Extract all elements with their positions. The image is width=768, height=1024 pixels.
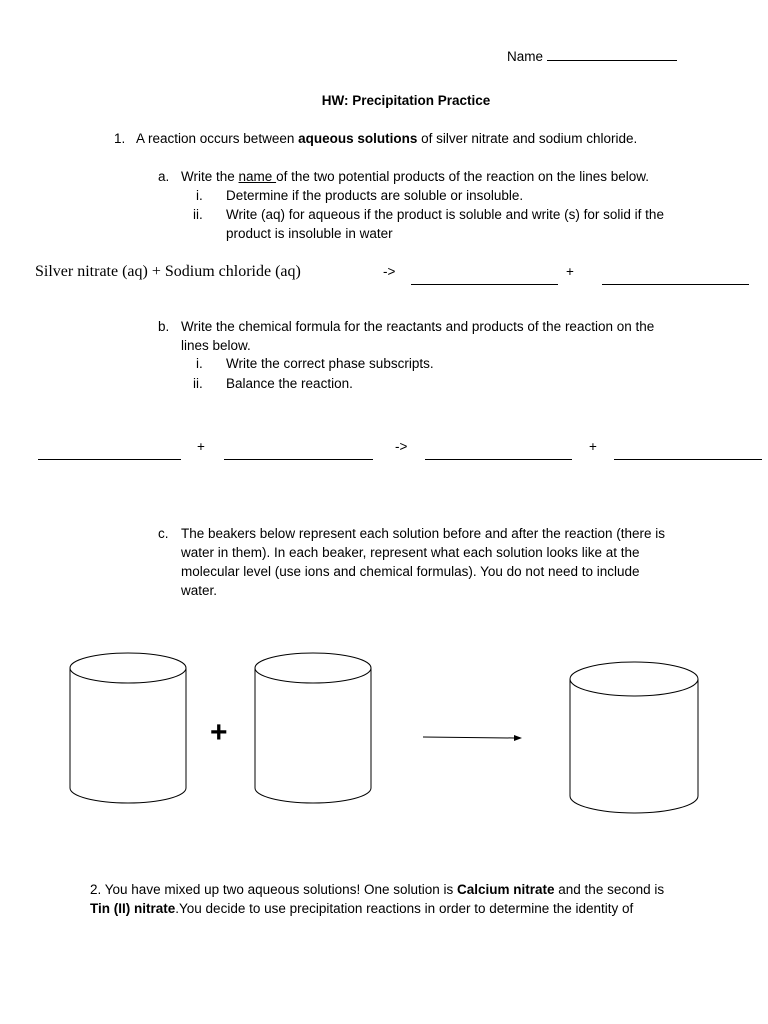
- q2-line-2: [90, 901, 633, 916]
- q1a-ii-text: Write (aq) for aqueous if the product is soluble and write (s) for solid if the: [226, 207, 664, 222]
- q1a-marker: a.: [158, 169, 170, 184]
- equation1-arrow: ->: [383, 264, 396, 279]
- equation2-blank-1[interactable]: [38, 459, 181, 460]
- q1c-line-3: molecular level (use ions and chemical formulas). You do not need to include: [181, 564, 640, 579]
- equation2-plus-1: +: [197, 439, 205, 454]
- q1-text-b: of silver nitrate and sodium chloride.: [417, 131, 638, 146]
- equation1-plus: +: [566, 264, 574, 279]
- equation2-blank-4[interactable]: [614, 459, 762, 460]
- q1a-text-b: of the two potential products of the reaction on the lines below.: [276, 169, 650, 184]
- q1b-line2: lines below.: [181, 338, 251, 353]
- q1b-marker: b.: [158, 319, 170, 334]
- name-label: Name: [507, 49, 544, 64]
- q1c-line-1: The beakers below represent each solution before and after the reaction (there is: [181, 526, 666, 541]
- equation1-blank-1[interactable]: [411, 284, 558, 285]
- q2-text-a: 2. You have mixed up two aqueous solutions! One solution is: [90, 882, 457, 897]
- q1a-ii-text2: product is insoluble in water: [226, 226, 393, 241]
- q1a-text-underlined: name: [238, 169, 277, 184]
- q2-text-b: and the second is: [554, 882, 665, 897]
- q1b-i-marker: i.: [196, 356, 203, 371]
- q1a-i-text: Determine if the products are soluble or insoluble.: [226, 188, 524, 203]
- q1a-i-marker: i.: [196, 188, 203, 203]
- equation2-arrow: ->: [395, 439, 408, 454]
- q1a-text-a: Write the: [181, 169, 239, 184]
- q1b-line1: Write the chemical formula for the reactants and products of the reaction on the: [181, 319, 655, 334]
- q1a-text: [181, 169, 649, 184]
- equation2-blank-3[interactable]: [425, 459, 572, 460]
- equation2-blank-2[interactable]: [224, 459, 373, 460]
- q1-number: 1.: [114, 131, 126, 146]
- q1b-ii-marker: ii.: [193, 376, 203, 391]
- beaker-2[interactable]: [255, 653, 371, 803]
- q1b-i-text: Write the correct phase subscripts.: [226, 356, 434, 371]
- equation2-plus-2: +: [589, 439, 597, 454]
- q1-text-bold: aqueous solutions: [298, 131, 418, 146]
- name-field: [507, 46, 677, 64]
- q1-text: [136, 131, 637, 146]
- q2-line-1: [90, 882, 664, 897]
- reaction-arrow: [423, 735, 522, 741]
- equation1-blank-2[interactable]: [602, 284, 749, 285]
- beaker-1[interactable]: [70, 653, 186, 803]
- q1c-line-2: water in them). In each beaker, represent what each solution looks like at the: [181, 545, 640, 560]
- equation1-left: Silver nitrate (aq) + Sodium chloride (aq): [35, 263, 301, 280]
- q1c-line-4: water.: [181, 583, 218, 598]
- q1-text-a: A reaction occurs between: [136, 131, 299, 146]
- q2-text-c: .You decide to use precipitation reactions in order to determine the identity of: [175, 901, 634, 916]
- q2-bold-1: Calcium nitrate: [457, 882, 555, 897]
- name-blank[interactable]: [547, 46, 677, 61]
- page-title: HW: Precipitation Practice: [321, 93, 491, 108]
- beaker-3[interactable]: [570, 662, 698, 813]
- q2-bold-2: Tin (II) nitrate: [90, 901, 176, 916]
- beaker-plus: +: [210, 716, 228, 749]
- q1b-ii-text: Balance the reaction.: [226, 376, 353, 391]
- beaker-diagram: [0, 645, 768, 825]
- q1c-marker: c.: [158, 526, 169, 541]
- q1a-ii-marker: ii.: [193, 207, 203, 222]
